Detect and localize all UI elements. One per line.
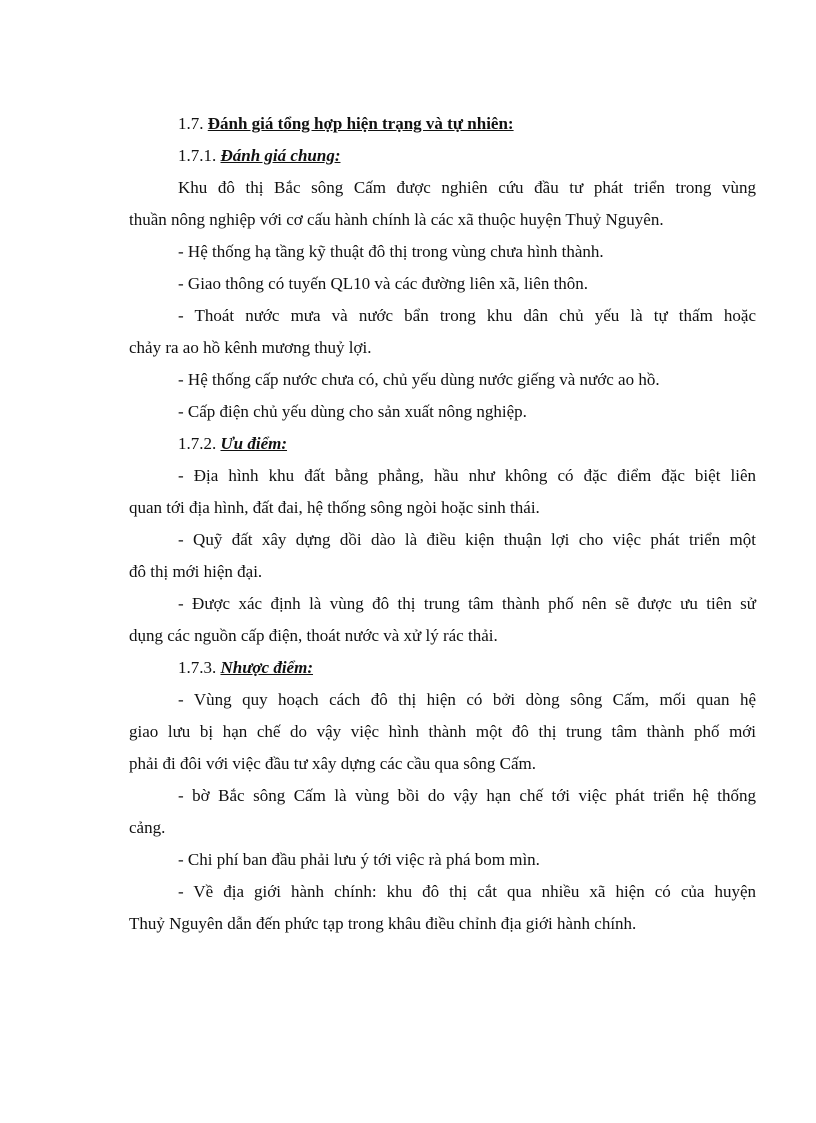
subsection-heading — [129, 140, 756, 172]
paragraph-line: thuần nông nghiệp với cơ cấu hành chính là các xã thuộc huyện Thuỷ Nguyên. — [129, 210, 664, 229]
paragraph-line: - Giao thông có tuyến QL10 và các đường liên xã, liên thôn. — [178, 274, 589, 293]
section-title: Đánh giá tổng hợp hiện trạng và tự nhiên: — [207, 114, 514, 133]
paragraph-line: - Hệ thống hạ tầng kỹ thuật đô thị trong vùng chưa hình thành. — [178, 242, 604, 261]
paragraph-line: - Được xác định là vùng đô thị trung tâm thành phố nên sẽ được ưu tiên sử — [178, 594, 756, 613]
section-number: 1.7. — [178, 114, 204, 133]
subsection-title: Nhược điểm: — [220, 658, 313, 677]
paragraph-line: - Quỹ đất xây dựng dồi dào là điều kiện thuận lợi cho việc phát triển một — [178, 530, 756, 549]
paragraph-line: - bờ Bắc sông Cấm là vùng bồi do vậy hạn chế tới việc phát triển hệ thống — [178, 786, 756, 805]
subsection-heading — [129, 428, 756, 460]
paragraph-line: chảy ra ao hồ kênh mương thuỷ lợi. — [129, 338, 372, 357]
section-heading — [129, 108, 756, 140]
paragraph-line: đô thị mới hiện đại. — [129, 562, 263, 581]
subsection-title: Ưu điểm: — [220, 434, 288, 453]
paragraph-line: Khu đô thị Bắc sông Cấm được nghiên cứu đầu tư phát triển trong vùng — [178, 178, 756, 197]
subsection-number: 1.7.3. — [178, 658, 217, 677]
paragraph-line: - Vùng quy hoạch cách đô thị hiện có bởi dòng sông Cấm, mối quan hệ — [178, 690, 756, 709]
paragraph-line: - Cấp điện chủ yếu dùng cho sản xuất nông nghiệp. — [178, 402, 527, 421]
subsection-number: 1.7.1. — [178, 146, 217, 165]
subsection-title: Đánh giá chung: — [220, 146, 341, 165]
paragraph-line: - Về địa giới hành chính: khu đô thị cắt qua nhiều xã hiện có của huyện — [178, 882, 756, 901]
paragraph-line: - Địa hình khu đất bằng phẳng, hầu như không có đặc điểm đặc biệt liên — [178, 466, 756, 485]
paragraph-line: dụng các nguồn cấp điện, thoát nước và xử lý rác thải. — [129, 626, 498, 645]
paragraph-line: cảng. — [129, 818, 166, 837]
paragraph-line: phải đi đôi với việc đầu tư xây dựng các cầu qua sông Cấm. — [129, 754, 536, 773]
paragraph-line: giao lưu bị hạn chế do vậy việc hình thành một đô thị trung tâm thành phố mới — [129, 722, 756, 741]
subsection-number: 1.7.2. — [178, 434, 217, 453]
paragraph-line: - Hệ thống cấp nước chưa có, chủ yếu dùng nước giếng và nước ao hồ. — [178, 370, 660, 389]
paragraph-line: - Thoát nước mưa và nước bẩn trong khu dân chủ yếu là tự thấm hoặc — [178, 306, 756, 325]
subsection-heading — [129, 652, 756, 684]
paragraph-line: Thuỷ Nguyên dẫn đến phức tạp trong khâu điều chỉnh địa giới hành chính. — [129, 914, 637, 933]
paragraph-line: quan tới địa hình, đất đai, hệ thống sông ngòi hoặc sinh thái. — [129, 498, 540, 517]
paragraph-line: - Chi phí ban đầu phải lưu ý tới việc rà phá bom mìn. — [178, 850, 540, 869]
